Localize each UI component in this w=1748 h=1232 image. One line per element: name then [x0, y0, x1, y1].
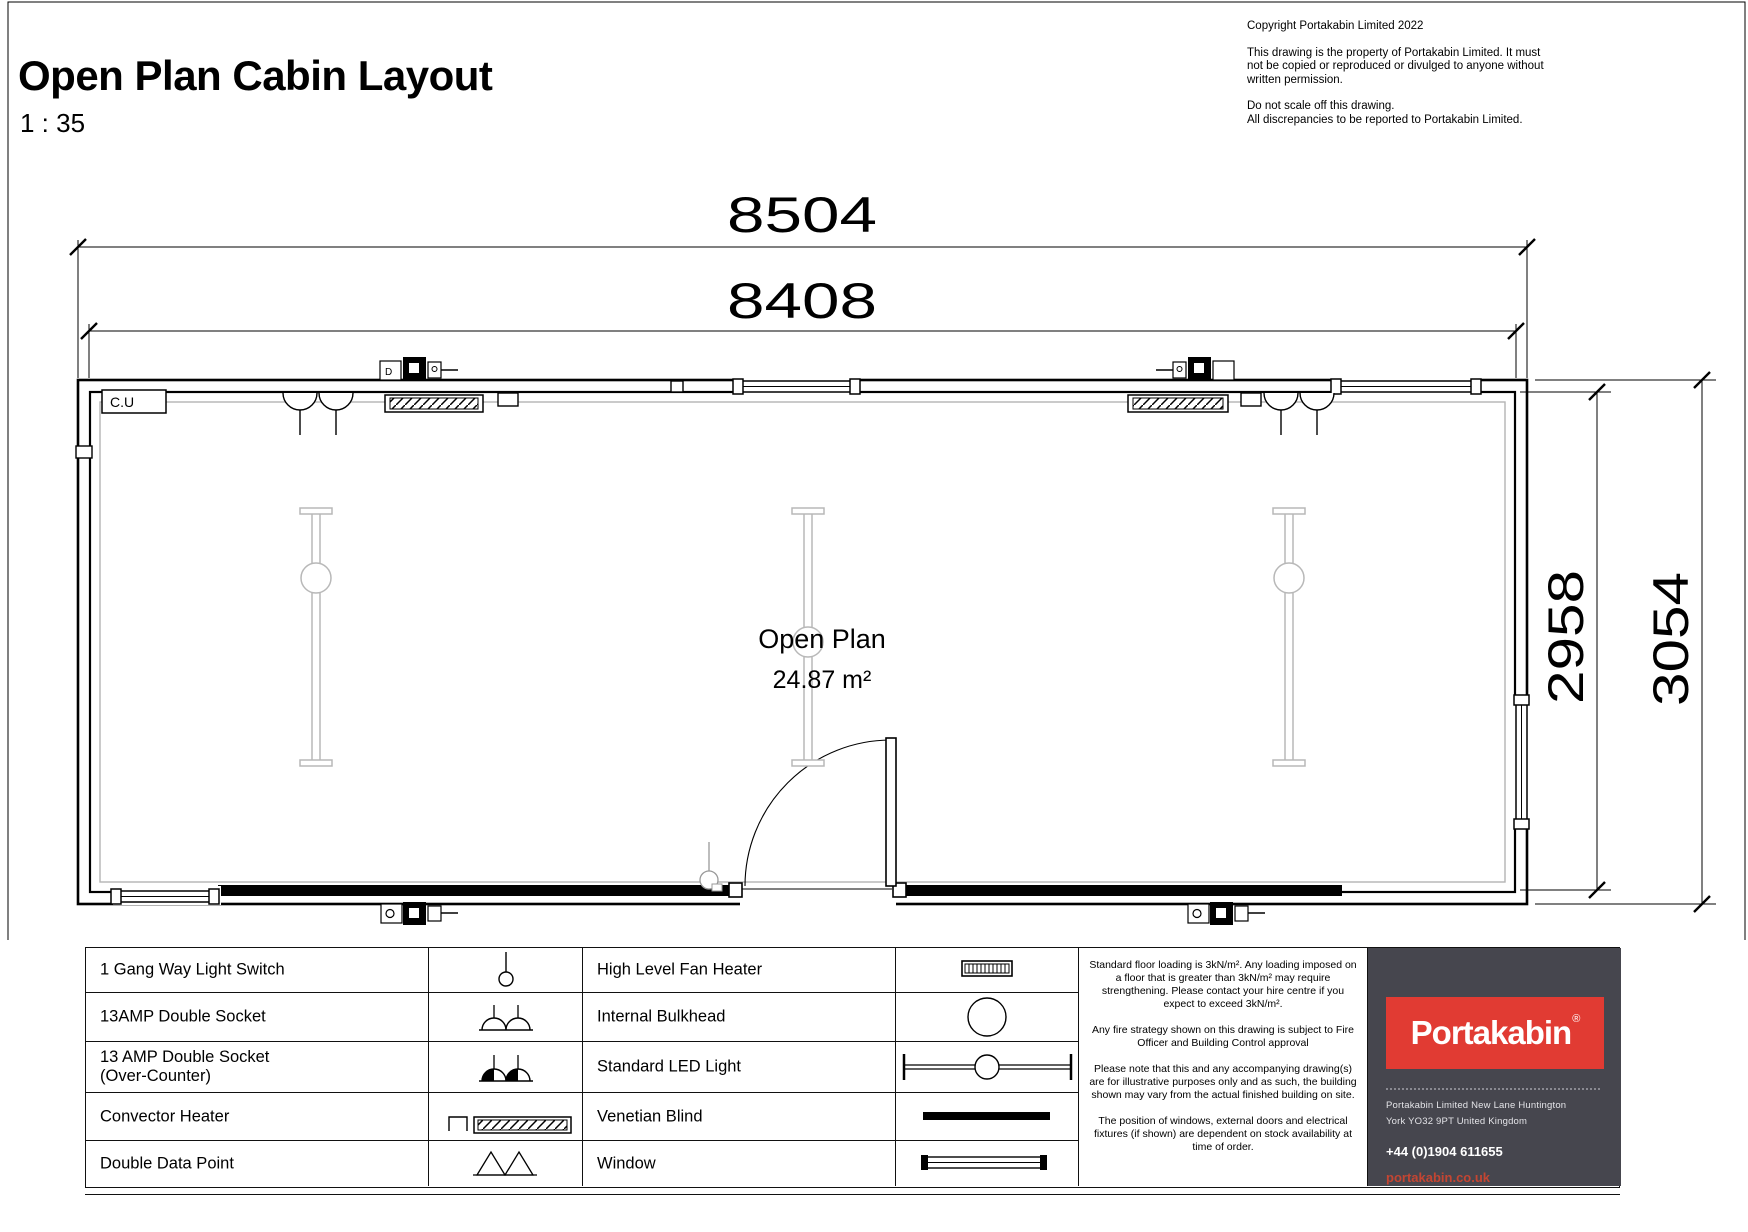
note-floor-loading: Standard floor loading is 3kN/m². Any loading imposed on a floor that is greater than 3kN/m² may require strengthening. Please contact your hire centre if you expect to exceed 3kN/m².: [1089, 959, 1357, 1010]
window-top-left: [733, 377, 860, 396]
venetian-blind-symbol: [896, 1093, 1079, 1139]
legend-label: Double Data Point: [100, 1154, 234, 1172]
led-light-right: [1273, 508, 1305, 766]
light-switch: [700, 842, 722, 891]
consumer-unit: [102, 390, 166, 413]
door-leaf: [886, 738, 896, 886]
window-bottom-left: [111, 886, 221, 905]
bulkhead-symbol: [896, 993, 1079, 1040]
dim-overall-width: 8504: [727, 187, 877, 243]
data-point-symbol: [429, 1141, 583, 1184]
window-symbol: [896, 1141, 1079, 1184]
panel-joint: [76, 446, 92, 458]
light-switch-symbol: [429, 948, 583, 991]
fan-heater-symbol: [896, 948, 1079, 991]
portakabin-logo: [1386, 997, 1604, 1069]
door-frame-post: [729, 883, 742, 897]
logo-text: Portakabin: [1410, 1014, 1572, 1051]
phone-number: +44 (0)1904 611655: [1386, 1144, 1503, 1159]
external-box-bottom-left: [381, 902, 458, 925]
dim-overall-height: 3054: [1643, 594, 1699, 706]
panel-joint: [671, 381, 683, 392]
divider: [1386, 1088, 1600, 1090]
address-line: Portakabin Limited New Lane Huntington: [1386, 1100, 1567, 1111]
address-line: York YO32 9PT United Kingdom: [1386, 1116, 1528, 1127]
window-right-wall: [1512, 695, 1531, 829]
legend-row: [86, 1093, 1079, 1141]
legend-label: 13AMP Double Socket: [100, 1007, 266, 1026]
svg-text:24.87 m²: 24.87 m²: [772, 666, 872, 694]
led-light-left: [300, 508, 332, 766]
svg-text:D: D: [385, 367, 393, 378]
legend-row: [86, 993, 1079, 1042]
registered-mark-icon: ®: [1572, 1013, 1581, 1025]
note-fire-strategy: Any fire strategy shown on this drawing is subject to Fire Officer and Building Control approval: [1091, 1024, 1355, 1049]
brand-panel: [1368, 948, 1621, 1186]
legend-label: Convector Heater: [100, 1107, 230, 1125]
discrepancy-note: All discrepancies to be reported to Portakabin Limited.: [1247, 113, 1523, 126]
legend-label: Venetian Blind: [597, 1107, 703, 1125]
legend-label: 13 AMP Double Socket (Over-Counter): [100, 1048, 270, 1085]
legend-label: 1 Gang Way Light Switch: [100, 960, 285, 979]
convector-heater-symbol: [429, 1093, 583, 1139]
legend-row: [86, 948, 1079, 993]
legend-row: [86, 1141, 1079, 1186]
svg-text:C.U: C.U: [110, 394, 135, 410]
website-link[interactable]: portakabin.co.uk: [1386, 1170, 1491, 1185]
external-box-bottom-right: [1188, 902, 1265, 925]
legend-row: [86, 1042, 1079, 1093]
external-box-top-right: [1156, 357, 1234, 380]
double-socket-symbol: [429, 993, 583, 1040]
legend-table: [85, 947, 1620, 1188]
page-title: Open Plan Cabin Layout: [18, 52, 493, 99]
room-label: [758, 624, 886, 694]
drawing-scale: 1 : 35: [20, 108, 86, 138]
overcounter-socket-symbol: [429, 1042, 583, 1091]
legend-label: Window: [597, 1154, 656, 1172]
external-box-top-left: [380, 357, 458, 380]
table-underline: [85, 1194, 1620, 1195]
legend-label: High Level Fan Heater: [597, 960, 763, 979]
window-top-right: [1331, 377, 1481, 396]
led-light-symbol: [896, 1042, 1079, 1091]
copyright-line: Copyright Portakabin Limited 2022: [1247, 20, 1424, 32]
note-stock: The position of windows, external doors and electrical fixtures (if shown) are dependent on stock availability at time of order.: [1094, 1115, 1352, 1153]
ownership-note: This drawing is the property of Portakabin Limited. It must not be copied or reproduced or divulged to anyone without written permission.: [1247, 46, 1544, 86]
dim-internal-height: 2958: [1538, 592, 1594, 704]
dim-frame-width: 8408: [727, 273, 877, 329]
notes-panel: [1079, 948, 1368, 1186]
svg-text:Open Plan: Open Plan: [758, 624, 886, 654]
note-illustrative: Please note that this and any accompanying drawing(s) are for illustrative purposes only and as such, the building shown may vary from the actual finished building on site.: [1089, 1063, 1357, 1101]
legend-label: Standard LED Light: [597, 1057, 742, 1076]
legend-label: Internal Bulkhead: [597, 1007, 726, 1026]
no-scale-note: Do not scale off this drawing.: [1247, 100, 1395, 112]
